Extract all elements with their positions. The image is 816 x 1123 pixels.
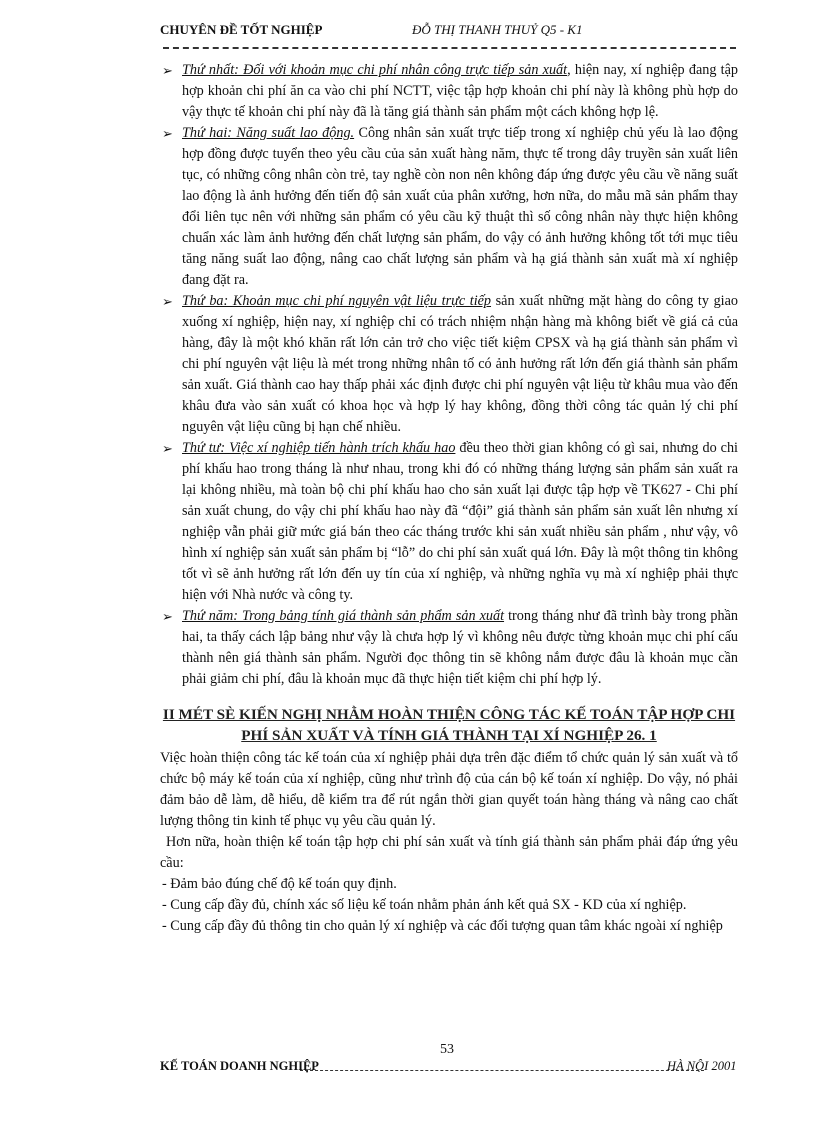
header-title: CHUYÊN ĐỀ TỐT NGHIỆP bbox=[160, 22, 323, 37]
arrow-bullet-icon: ➢ bbox=[162, 609, 173, 624]
body-paragraph: Việc hoàn thiện công tác kế toán của xí nghiệp phải dựa trên đặc điểm tổ chức quản lý sản xuất và tổ chức bộ máy kế toán của xí nghiệp, cũng như trình độ của cán bộ kế toán xí nghiệp. Do vậy, nó phải đảm bảo dễ làm, dễ hiểu, dễ kiểm tra để rút ngắn thời gian quyết toán hàng tháng và nâng cao chất lượng thông tin kinh tế phục vụ yêu cầu quản lý. bbox=[160, 750, 738, 829]
bullet-lead: Thứ ba: Khoản mục chi phí nguyên vật liệu trực tiếp bbox=[182, 293, 492, 309]
bullet-text: đều theo thời gian không có gì sai, nhưng do chi phí khấu hao trong tháng là như nhau, trong khi đó có những tháng lượng sản phẩm sản xuất ra lại không nhiều, mà toàn bộ chi phí khấu hao cho sản xuất lại được tập hợp về TK627 - Chi phí sản xuất chung, do vậy chi phí khấu hao này đã “đội” giá thành sản phẩm sản xuất lên nhưng xí nghiệp vẫn phải giữ mức giá bán theo các tháng trước khi sản xuất nhiều sản phẩm , như vậy, vô hình xí nghiệp sản xuất sản phẩm bị “lỗ” do chi phí sản xuất quá lớn. Đây là một thông tin không tốt vì sẽ ảnh hưởng rất lớn đến uy tín của xí nghiệp, và những nghĩa vụ mà xí nghiệp phải thực hiện với Nhà nước và công ty. bbox=[182, 440, 738, 603]
bullet-item bbox=[160, 606, 738, 690]
bullet-text: sản xuất những mặt hàng do công ty giao xuống xí nghiệp, hiện nay, xí nghiệp chỉ có trách nhiệm nhận hàng mà không biết về giá cả của hàng, đây là một khó khăn rất lớn cản trở cho việc tiết kiệm CPSX và hạ giá thành sản phẩm vì chi phí nguyên vật liệu là mét trong những nhân tố có ảnh hưởng rất lớn đến giá thành sản phẩm sản xuất. Giá thành cao hay thấp phải xác định được chi phí nguyên vật liệu từ khâu mua vào đến khâu đưa vào sản xuất có khoa học và hợp lý hay không, đồng thời công tác quản lý chi phí nguyên vật liệu cũng bị hạn chế nhiều. bbox=[182, 293, 739, 435]
bullet-item bbox=[160, 123, 738, 291]
arrow-bullet-icon: ➢ bbox=[162, 126, 173, 141]
bullet-item bbox=[160, 438, 738, 606]
bullet-text: , hiện nay, xí nghiệp đang tập hợp khoản chi phí ăn ca vào chi phí NCTT, việc tập hợp khoản chi phí này là không phù hợp do vậy thực tế khoản chi phí này đã là tăng giá thành sản phẩm một cách không hợp lệ. bbox=[182, 62, 738, 120]
requirement-item: - Cung cấp đầy đủ, chính xác số liệu kế toán nhằm phản ánh kết quả SX - KD của xí nghiệp. bbox=[162, 897, 687, 913]
requirement-item: - Cung cấp đầy đủ thông tin cho quản lý xí nghiệp và các đối tượng quan tâm khác ngoài xí nghiệp bbox=[162, 918, 723, 934]
footer-title: KẾ TOÁN DOANH NGHIỆP bbox=[160, 1059, 319, 1073]
arrow-bullet-icon: ➢ bbox=[162, 441, 173, 456]
bullet-item bbox=[160, 60, 738, 123]
requirement-item: - Đảm bảo đúng chế độ kế toán quy định. bbox=[162, 876, 397, 892]
bullet-lead: Thứ hai: Năng suất lao động. bbox=[182, 125, 355, 141]
section-heading: II MÉT SÈ KIẾN NGHỊ NHẰM HOÀN THIỆN CÔNG TÁC KẾ TOÁN TẬP HỢP CHI PHÍ SẢN XUẤT VÀ TÍNH GIÁ THÀNH TẠI XÍ NGHIỆP 26. 1 bbox=[162, 706, 736, 744]
footer-divider bbox=[300, 1070, 704, 1071]
bullet-item bbox=[160, 291, 738, 438]
bullet-lead: Thứ tư: Việc xí nghiệp tiến hành trích khấu hao bbox=[182, 440, 456, 456]
page-header bbox=[160, 22, 738, 42]
arrow-bullet-icon: ➢ bbox=[162, 63, 173, 78]
bullet-text: Công nhân sản xuất trực tiếp trong xí nghiệp chủ yếu là lao động hợp đồng được tuyển theo yêu cầu của sản xuất hàng năm, thực tế trong dây truyền sản xuất liên tục, có những công nhân còn trẻ, tay nghề còn non nên không đáp ứng được yêu cầu về năng suất lao động là ảnh hưởng đến tiến độ sản xuất của phân xưởng, hơn nữa, do mẫu mã sản phẩm thay đổi liên tục nên với những sản phẩm có yêu cầu kỹ thuật thì số công nhân này thực hiện không chuẩn xác làm ảnh hưởng đến chất lượng sản phẩm, do vậy có ảnh hưởng không tốt tới mục tiêu tăng năng suất lao động, nâng cao chất lượng sản phẩm và hạ giá thành sản xuất mà xí nghiệp đang đặt ra. bbox=[182, 125, 738, 288]
arrow-bullet-icon: ➢ bbox=[162, 294, 173, 309]
bullet-lead: Thứ năm: Trong bảng tính giá thành sản phẩm sản xuất bbox=[182, 608, 505, 624]
bullet-lead: Thứ nhất: Đối với khoản mục chi phí nhân công trực tiếp sản xuất bbox=[182, 62, 568, 78]
header-divider bbox=[163, 47, 736, 49]
bullet-text: trong tháng như đã trình bày trong phần hai, ta thấy cách lập bảng như vậy là chưa hợp lý vì không nêu được từng khoản mục chi phí cấu thành nên giá thành sản phẩm. Người đọc thông tin sẽ không nắm được đâu là khoản mục cần phải giảm chi phí, đâu là khoản mục đã thực hiện tiết kiệm chi phí hợp lý. bbox=[182, 608, 738, 687]
body-paragraph: Hơn nữa, hoàn thiện kế toán tập hợp chi phí sản xuất và tính giá thành sản phẩm phải đáp ứng yêu cầu: bbox=[160, 834, 738, 871]
page-body bbox=[160, 60, 738, 937]
footer-place-year: HÀ NỘI 2001 bbox=[667, 1059, 737, 1073]
page-number: 53 bbox=[440, 1042, 454, 1057]
header-author: ĐỖ THỊ THANH THUỶ Q5 - K1 bbox=[412, 22, 583, 37]
